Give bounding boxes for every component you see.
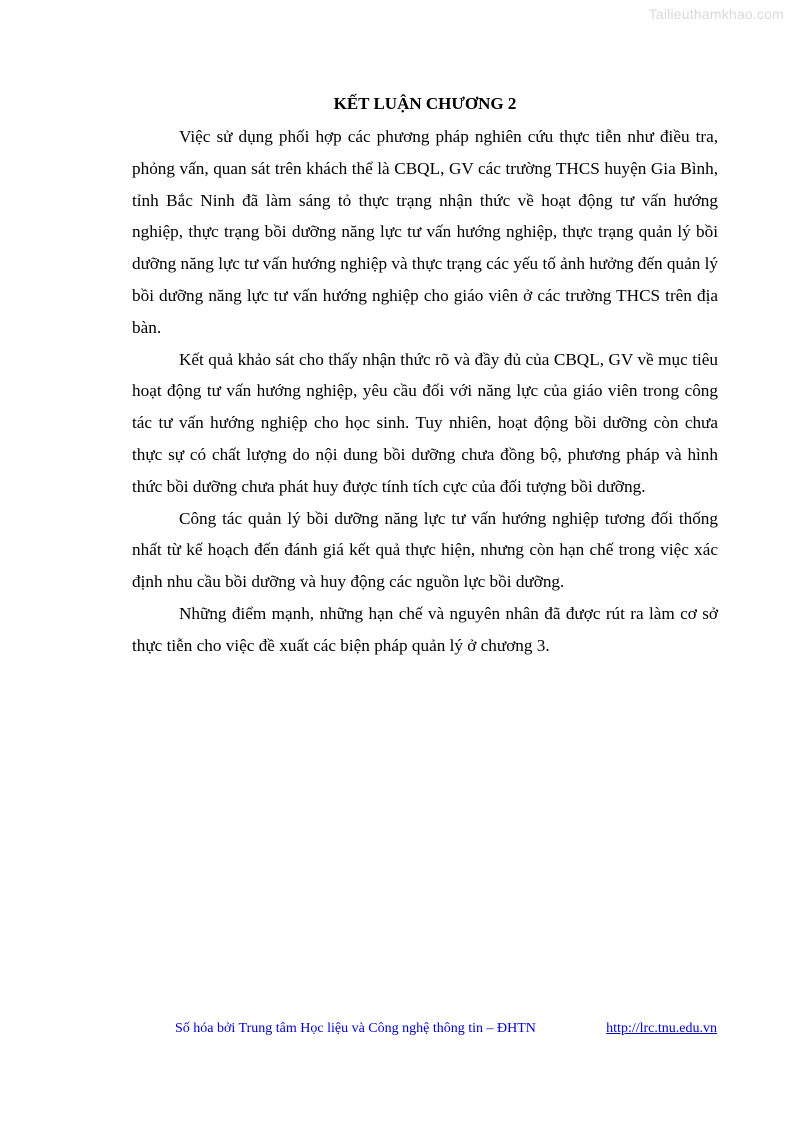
paragraph-1: Việc sử dụng phối hợp các phương pháp nghiên cứu thực tiễn như điều tra, phỏng vấn, quan sát trên khách thể là CBQL, GV các trường THCS huyện Gia Bình, tỉnh Bắc Ninh đã làm sáng tỏ thực trạng nhận thức về hoạt động tư vấn hướng nghiệp, thực trạng bồi dưỡng năng lực tư vấn hướng nghiệp, thực trạng quản lý bồi dưỡng năng lực tư vấn hướng nghiệp và thực trạng các yếu tố ảnh hưởng đến quản lý bồi dưỡng năng lực tư vấn hướng nghiệp cho giáo viên ở các trường THCS trên địa bàn. xyxy=(132,127,718,337)
paragraph-3: Công tác quản lý bồi dưỡng năng lực tư vấn hướng nghiệp tương đối thống nhất từ kế hoạch đến đánh giá kết quả thực hiện, nhưng còn hạn chế trong việc xác định nhu cầu bồi dưỡng và huy động các nguồn lực bồi dưỡng. xyxy=(132,508,718,592)
footer-text: Số hóa bởi Trung tâm Học liệu và Công nghệ thông tin – ĐHTN xyxy=(175,1021,536,1036)
watermark-text: Tailieuthamkhao.com xyxy=(648,6,784,22)
chapter-conclusion-heading: KẾT LUẬN CHƯƠNG 2 xyxy=(333,94,517,113)
page-body xyxy=(132,92,718,662)
paragraph-4: Những điểm mạnh, những hạn chế và nguyên nhân đã được rút ra làm cơ sở thực tiễn cho việc đề xuất các biện pháp quản lý ở chương 3. xyxy=(132,603,718,655)
paragraph-2: Kết quả khảo sát cho thấy nhận thức rõ và đầy đủ của CBQL, GV về mục tiêu hoạt động tư vấn hướng nghiệp, yêu cầu đối với năng lực của giáo viên trong công tác tư vấn hướng nghiệp cho học sinh. Tuy nhiên, hoạt động bồi dưỡng còn chưa thực sự có chất lượng do nội dung bồi dưỡng chưa đồng bộ, phương pháp và hình thức bồi dưỡng chưa phát huy được tính tích cực của đối tượng bồi dưỡng. xyxy=(132,349,718,496)
page-footer xyxy=(175,1020,717,1038)
footer-link[interactable]: http://lrc.tnu.edu.vn xyxy=(606,1021,717,1036)
